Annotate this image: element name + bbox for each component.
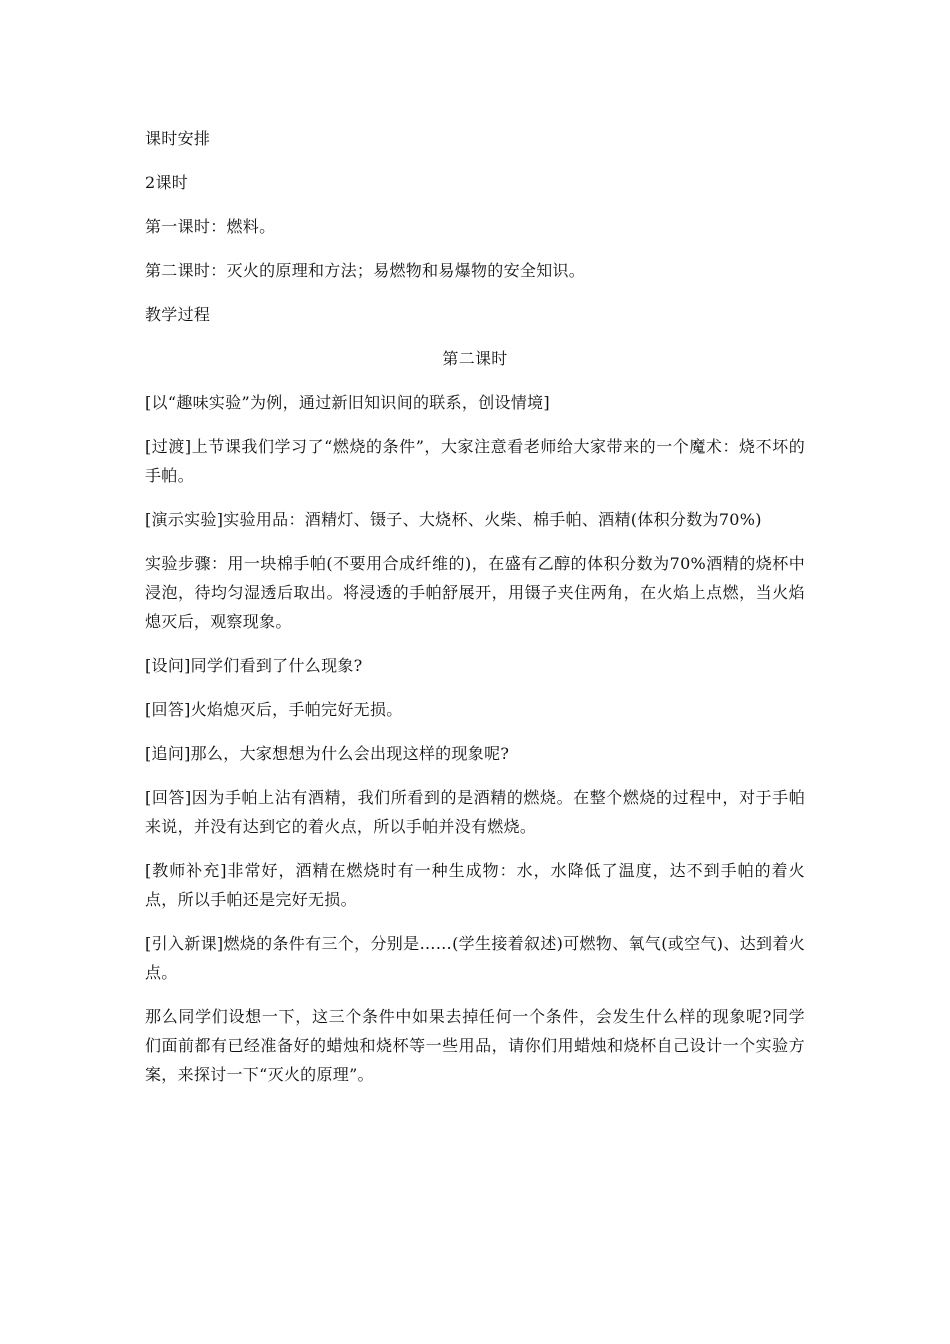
paragraph-schedule-heading: 课时安排 [145,129,211,148]
paragraph-process-heading: 教学过程 [145,305,211,324]
paragraph-follow-up-question: [追问]那么，大家想想为什么会出现这样的现象呢? [145,744,510,763]
paragraph-experiment-steps: 实验步骤：用一块棉手帕(不要用合成纤维的)，在盛有乙醇的体积分数为70%酒精的烧杯中浸泡，待均匀湿透后取出。将浸透的手帕舒展开，用镊子夹住两角，在火焰上点燃，当火焰熄灭后，观察现象。 [145,554,805,631]
paragraph-answer-1: [回答]火焰熄灭后，手帕完好无损。 [145,700,403,719]
paragraph-question: [设问]同学们看到了什么现象? [145,656,363,675]
paragraph-teacher-supplement: [教师补充]非常好，酒精在燃烧时有一种生成物：水，水降低了温度，达不到手帕的着火点，所以手帕还是完好无损。 [145,861,805,909]
paragraph-answer-2: [回答]因为手帕上沾有酒精，我们所看到的是酒精的燃烧。在整个燃烧的过程中，对于手帕来说，并没有达到它的着火点，所以手帕并没有燃烧。 [145,788,805,836]
paragraph-first-lesson: 第一课时：燃料。 [145,217,276,236]
paragraph-second-lesson: 第二课时：灭火的原理和方法；易燃物和易爆物的安全知识。 [145,261,586,280]
section-title: 第二课时 [442,349,508,368]
paragraph-intro-note: [以“趣味实验”为例，通过新旧知识间的联系，创设情境] [145,393,550,412]
paragraph-new-lesson-intro: [引入新课]燃烧的条件有三个，分别是……(学生接着叙述)可燃物、氧气(或空气)、达到着火点。 [145,934,805,982]
paragraph-design-experiment: 那么同学们设想一下，这三个条件中如果去掉任何一个条件，会发生什么样的现象呢?同学们面前都有已经准备好的蜡烛和烧杯等一些用品，请你们用蜡烛和烧杯自己设计一个实验方案，来探讨一下“灭火的原理”。 [145,1007,805,1084]
paragraph-demo-materials: [演示实验]实验用品：酒精灯、镊子、大烧杯、火柴、棉手帕、酒精(体积分数为70%) [145,510,762,529]
paragraph-transition: [过渡]上节课我们学习了“燃烧的条件”，大家注意看老师给大家带来的一个魔术：烧不坏的手帕。 [145,437,805,485]
document-body [145,124,805,1104]
paragraph-lesson-count: 2课时 [145,173,189,192]
